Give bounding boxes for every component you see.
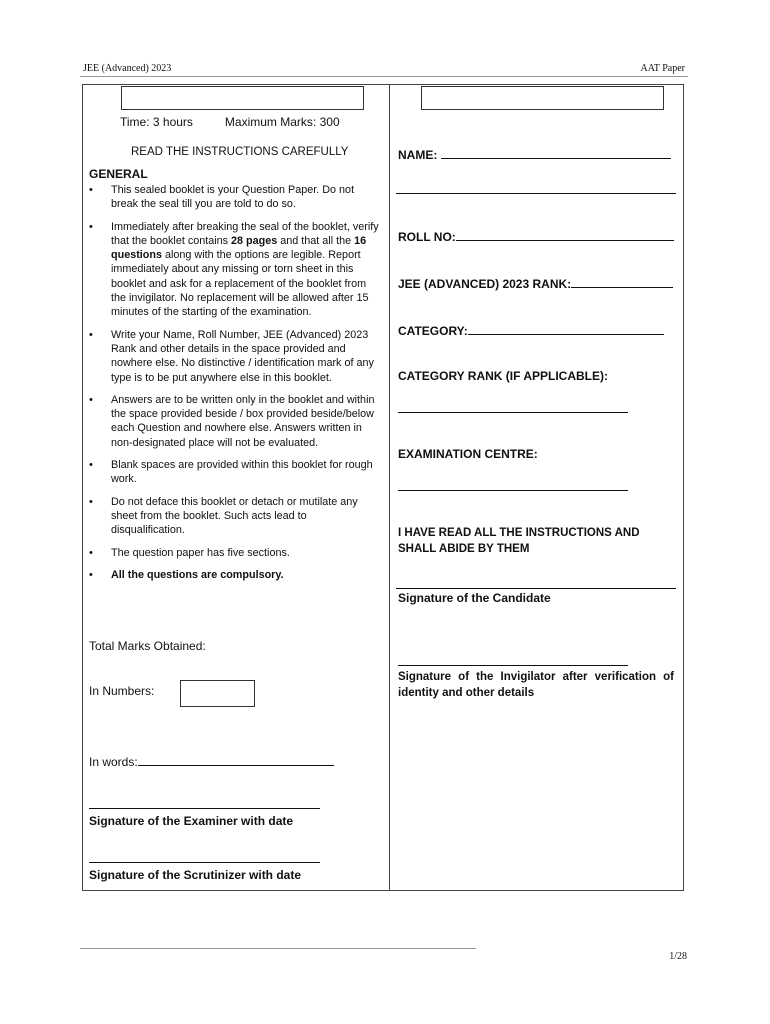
instructions-list xyxy=(89,183,381,590)
instruction-item: • Do not deface this booklet or detach or mutilate any sheet from the booklet. Such acts lead to disqualification. xyxy=(89,495,358,537)
name-field-line-2[interactable] xyxy=(396,193,676,194)
column-divider xyxy=(389,84,390,890)
rank-label: JEE (ADVANCED) 2023 RANK: xyxy=(398,277,572,291)
max-marks-text: Maximum Marks: 300 xyxy=(224,115,340,129)
roll-row xyxy=(398,228,674,244)
instruction-item: • All the questions are compulsory. xyxy=(89,568,284,581)
in-numbers-label: In Numbers: xyxy=(89,684,155,698)
examiner-signature-line[interactable] xyxy=(89,808,320,809)
instruction-item: • Write your Name, Roll Number, JEE (Advanced) 2023 Rank and other details in the space provided and nowhere else. No distinctive / identification mark of any type is to be put anywhere else in this booklet. xyxy=(89,328,374,384)
bullet-icon: • xyxy=(89,568,93,581)
instructions-heading: READ THE INSTRUCTIONS CAREFULLY xyxy=(131,146,349,158)
scrutinizer-signature-line[interactable] xyxy=(89,862,320,863)
general-heading: GENERAL xyxy=(89,167,148,181)
in-words-row xyxy=(89,753,334,769)
bullet-icon: • xyxy=(89,220,93,233)
bullet-icon: • xyxy=(89,393,93,406)
rank-row xyxy=(398,275,673,291)
exam-centre-label: EXAMINATION CENTRE: xyxy=(398,447,538,461)
marks-words-line[interactable] xyxy=(138,753,334,766)
invigilator-signature-line[interactable] xyxy=(398,665,628,666)
header-rule xyxy=(80,76,688,77)
name-label: NAME: xyxy=(398,148,438,162)
rank-field-line[interactable] xyxy=(571,275,673,288)
marks-number-box[interactable] xyxy=(180,680,255,707)
declaration-text: I HAVE READ ALL THE INSTRUCTIONS AND SHALL ABIDE BY THEM xyxy=(398,527,640,555)
category-rank-field-line[interactable] xyxy=(398,412,628,413)
candidate-signature-line[interactable] xyxy=(396,588,676,589)
category-rank-label: CATEGORY RANK (IF APPLICABLE): xyxy=(398,369,608,383)
footer-rule xyxy=(80,948,476,949)
bullet-icon: • xyxy=(89,546,93,559)
bullet-icon: • xyxy=(89,328,93,341)
scrutinizer-signature-label: Signature of the Scrutinizer with date xyxy=(89,868,302,882)
category-field-line[interactable] xyxy=(468,322,664,335)
invigilator-signature-label: Signature of the Invigilator after verification of identity and other details xyxy=(398,671,674,699)
category-label: CATEGORY: xyxy=(398,324,468,338)
in-words-label: In words: xyxy=(89,755,138,769)
bullet-icon: • xyxy=(89,495,93,508)
name-row xyxy=(398,146,671,162)
candidate-signature-label: Signature of the Candidate xyxy=(398,591,551,605)
running-header-title: JEE (Advanced) 2023 xyxy=(83,63,172,74)
roll-field-line[interactable] xyxy=(456,228,674,241)
instruction-item: • Immediately after breaking the seal of the booklet, verify that the booklet contains 28 pages and that all the 16 questions along with the options are legible. Report immediately about any missing or torn sheet in this booklet and ask for a replacement of the booklet from the invigilator. No replacement will be allowed after 15 minutes of the starting of the examination. xyxy=(89,220,379,319)
bullet-icon: • xyxy=(89,184,93,196)
total-marks-label: Total Marks Obtained: xyxy=(89,639,206,653)
bullet-icon: • xyxy=(89,459,93,472)
right-header-box xyxy=(421,86,664,110)
instruction-item: • Blank spaces are provided within this booklet for rough work. xyxy=(89,459,373,486)
exam-centre-field-line[interactable] xyxy=(398,490,628,491)
instruction-item: • This sealed booklet is your Question Paper. Do not break the seal till you are told to do so. xyxy=(89,184,355,211)
left-header-box xyxy=(121,86,364,110)
roll-label: ROLL NO: xyxy=(398,230,456,244)
time-and-marks xyxy=(120,115,340,129)
examiner-signature-label: Signature of the Examiner with date xyxy=(89,814,294,828)
page-number: 1/28 xyxy=(669,951,687,962)
name-field-line[interactable] xyxy=(441,146,671,159)
instruction-item: • The question paper has five sections. xyxy=(89,546,290,559)
category-row xyxy=(398,322,664,338)
instruction-item: • Answers are to be written only in the booklet and within the space provided beside / box provided beside/below each Question and nowhere else. Answers written in non-designated place will not be evaluated. xyxy=(89,393,375,449)
time-text: Time: 3 hours xyxy=(120,115,193,129)
running-header-paper: AAT Paper xyxy=(640,63,685,74)
